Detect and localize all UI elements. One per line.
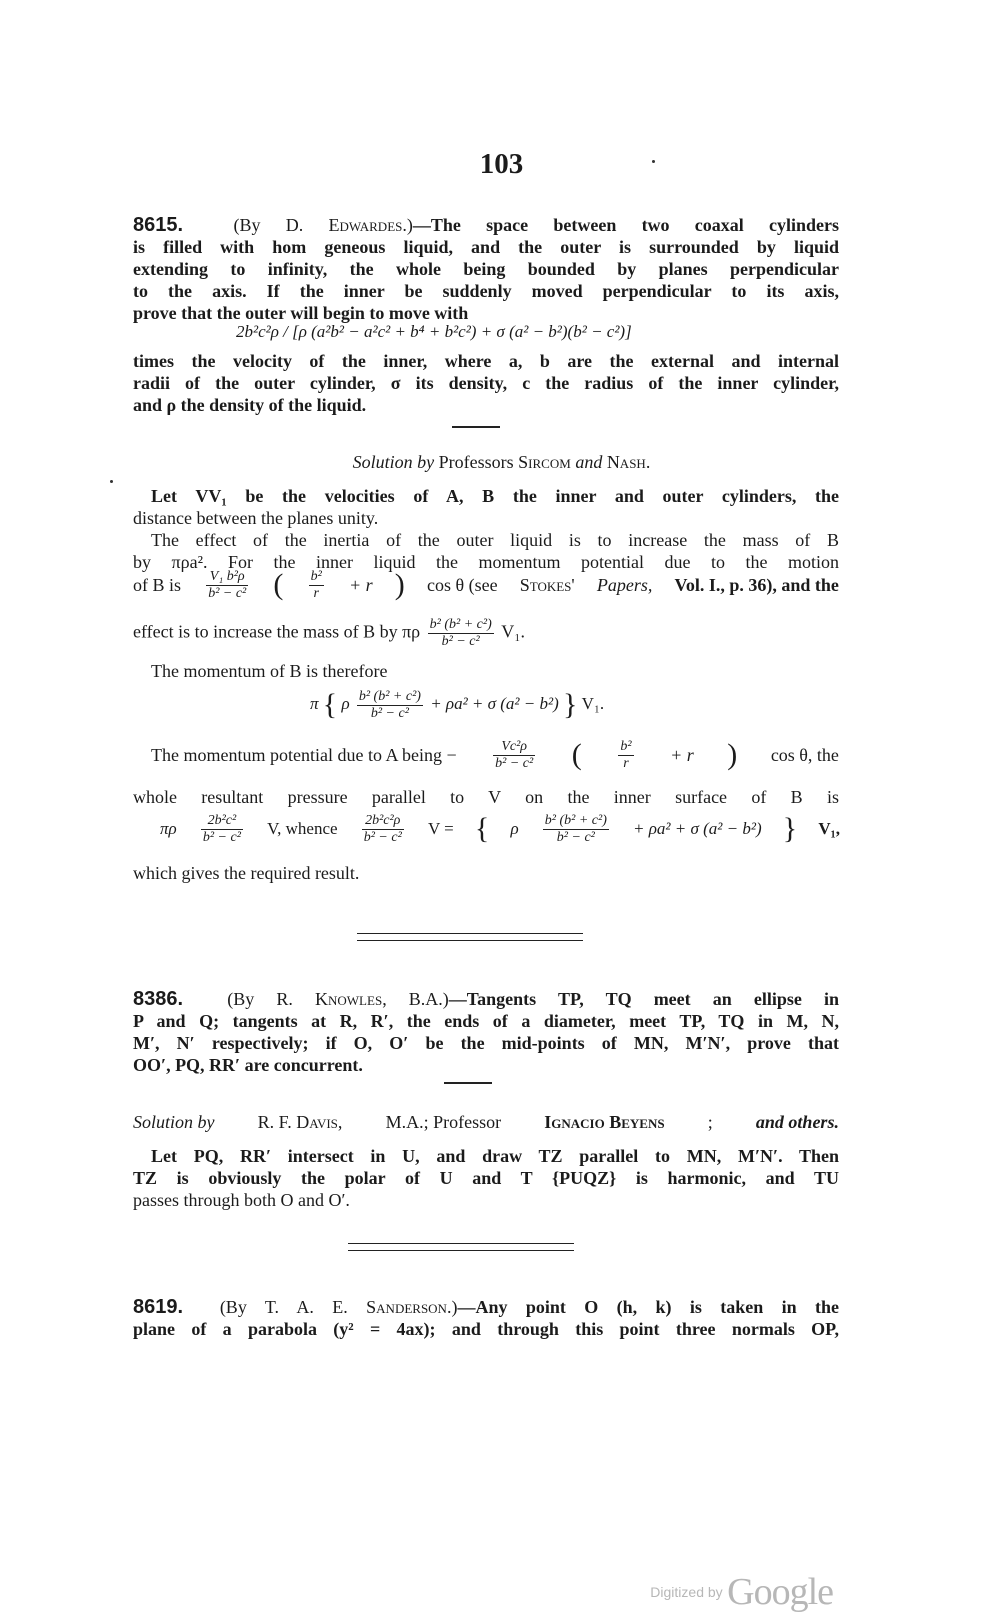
fraction: $\frac{\text{2b²c²ρ}}{\text{b² − c²}}$: [363, 812, 402, 845]
s8615-line-10-wrap: [133, 862, 839, 884]
author-name: Sanderson: [366, 1297, 447, 1317]
double-rule: [357, 933, 583, 941]
q8615-line-4: to the axis. If the inner be suddenly moved perpendicular to its axis,: [133, 281, 839, 301]
s8615-line-1: Let VV₁ be the velocities of A, B the inner and outer cylinders, the: [151, 486, 839, 506]
solution-8386-body: [133, 1145, 839, 1211]
q8615-line-1: 8615. (By D. Edwardes.)—The space between two coaxal cylinders: [133, 214, 840, 236]
s8386-line-1: Let PQ, RR′ intersect in U, and draw TZ parallel to MN, M′N′. Then: [151, 1146, 839, 1166]
solution-heading-8386: Solution by R. F. Davis, M.A.; Professor Ignacio Beyens ; and others.: [133, 1112, 839, 1132]
fraction: $\frac{\text{b² (b² + c²)}}{\text{b² − c²}}$: [544, 812, 607, 845]
google-logo: Google: [727, 1571, 833, 1613]
solution-8615-body: [133, 485, 839, 573]
solution-heading-8615: Solution by Professors Sircom and Nash.: [352, 452, 651, 472]
s8386-line-2: TZ is obviously the polar of U and T {PUQZ} is harmonic, and TU: [133, 1168, 839, 1188]
s8615-line-3: The effect of the inertia of the outer liquid is to increase the mass of B: [151, 530, 839, 550]
question-number: 8615.: [133, 214, 184, 236]
q8615-line-7: radii of the outer cylinder, σ its density, c the radius of the inner cylinder,: [133, 373, 839, 393]
q8386-line-3: M′, N′ respectively; if O, O′ be the mid-points of MN, M′N′, prove that: [133, 1033, 839, 1053]
google-watermark: Digitized by Google: [650, 1571, 833, 1613]
q8386-line-1: 8386. (By R. Knowles, B.A.)—Tangents TP, TQ meet an ellipse in: [133, 988, 839, 1010]
q8386-line-4: OO′, PQ, RR′ are concurrent.: [133, 1055, 363, 1075]
s8615-line-8: The momentum potential due to A being − $\frac{\text{Vc²ρ}}{\text{b² − c²}}$ ( $\frac{\text{b²}}{r}$ + r ) cos θ, the: [151, 738, 839, 771]
fraction: $\frac{\text{V₁ b²ρ}}{\text{b² − c²}}$: [208, 568, 247, 601]
stray-dot: [110, 480, 113, 483]
whence-formula: πρ $\frac{\text{2b²c²}}{\text{b² − c²}}$ V, whence $\frac{\text{2b²c²ρ}}{\text{b² − c²}}$ V = { ρ $\frac{\text{b² (b² + c²)}}{\text{b² − c²}}$ + ρa² + σ (a² − b²) } V₁,: [160, 812, 840, 845]
author-name: Edwardes: [328, 215, 403, 235]
fraction: $\frac{\text{2b²c²}}{\text{b² − c²}}$: [202, 812, 241, 845]
s8615-line-7-wrap: [133, 660, 839, 682]
fraction: $\frac{\text{b²}}{r}$: [620, 738, 632, 771]
q8619-line-2: plane of a parabola (y² = 4ax); and through this point three normals OP,: [133, 1319, 839, 1339]
author-name: Knowles: [315, 989, 383, 1009]
fraction: $\frac{\text{b² (b² + c²)}}{\text{b² − c²}}$: [429, 617, 492, 649]
momentum-formula: π { ρ $\frac{\text{b² (b² + c²)}}{\text{b² − c²}}$ + ρa² + σ (a² − b²) } V₁.: [310, 688, 605, 721]
q8619-line-1: 8619. (By T. A. E. Sanderson.)—Any point O (h, k) is taken in the: [133, 1296, 839, 1318]
q8615-line-5: prove that the outer will begin to move with: [133, 303, 469, 323]
section-rule: [452, 426, 500, 428]
question-8386: [133, 988, 839, 1076]
q8615-line-3: extending to infinity, the whole being bounded by planes perpendicular: [133, 259, 839, 279]
q8615-line-6: times the velocity of the inner, where a, b are the external and internal: [133, 351, 839, 371]
double-rule: [348, 1243, 574, 1251]
q8615-line-2: is filled with hom geneous liquid, and the outer is surrounded by liquid: [133, 237, 839, 257]
fraction: $\frac{\text{b² (b² + c²)}}{\text{b² − c²}}$: [358, 688, 421, 721]
stray-dot: [652, 160, 655, 163]
question-8615: [133, 214, 839, 324]
s8615-line-9-wrap: [133, 786, 839, 808]
s8386-line-3: passes through both O and O′.: [133, 1190, 350, 1210]
s8615-line-2: distance between the planes unity.: [133, 508, 379, 528]
question-number: 8386.: [133, 988, 184, 1010]
q8615-line-8: and ρ the density of the liquid.: [133, 395, 367, 415]
s8615-line-6: effect is to increase the mass of B by πρ $\frac{\text{b² (b² + c²)}}{\text{b² − c²}}$ V₁.: [133, 617, 526, 649]
question-number: 8619.: [133, 1296, 184, 1318]
fraction: $\frac{\text{b²}}{r}$: [310, 568, 322, 601]
s8615-line-7: The momentum of B is therefore: [151, 661, 388, 681]
q8386-line-2: P and Q; tangents at R, R′, the ends of a diameter, meet TP, TQ in M, N,: [133, 1011, 839, 1031]
section-rule: [444, 1082, 492, 1084]
s8615-line-5: of B is $\frac{\text{V₁ b²ρ}}{\text{b² − c²}}$ ( $\frac{\text{b²}}{r}$ + r ) cos θ (see Stokes' Papers, Vol. I., p. 36), and the: [133, 568, 839, 601]
fraction: $\frac{\text{Vc²ρ}}{\text{b² − c²}}$: [495, 738, 534, 771]
question-8619: [133, 1296, 839, 1340]
s8615-line-10: which gives the required result.: [133, 863, 360, 883]
formula-8615: 2b²c²ρ / [ρ (a²b² − a²c² + b⁴ + b²c²) + σ (a² − b²)(b² − c²)]: [236, 322, 632, 341]
s8615-line-4: by πρa². For the inner liquid the momentum potential due to the motion: [133, 552, 839, 572]
page-number: 103: [479, 148, 524, 180]
question-8615-cont: [133, 350, 839, 416]
s8615-line-9: whole resultant pressure parallel to V on the inner surface of B is: [133, 787, 839, 807]
